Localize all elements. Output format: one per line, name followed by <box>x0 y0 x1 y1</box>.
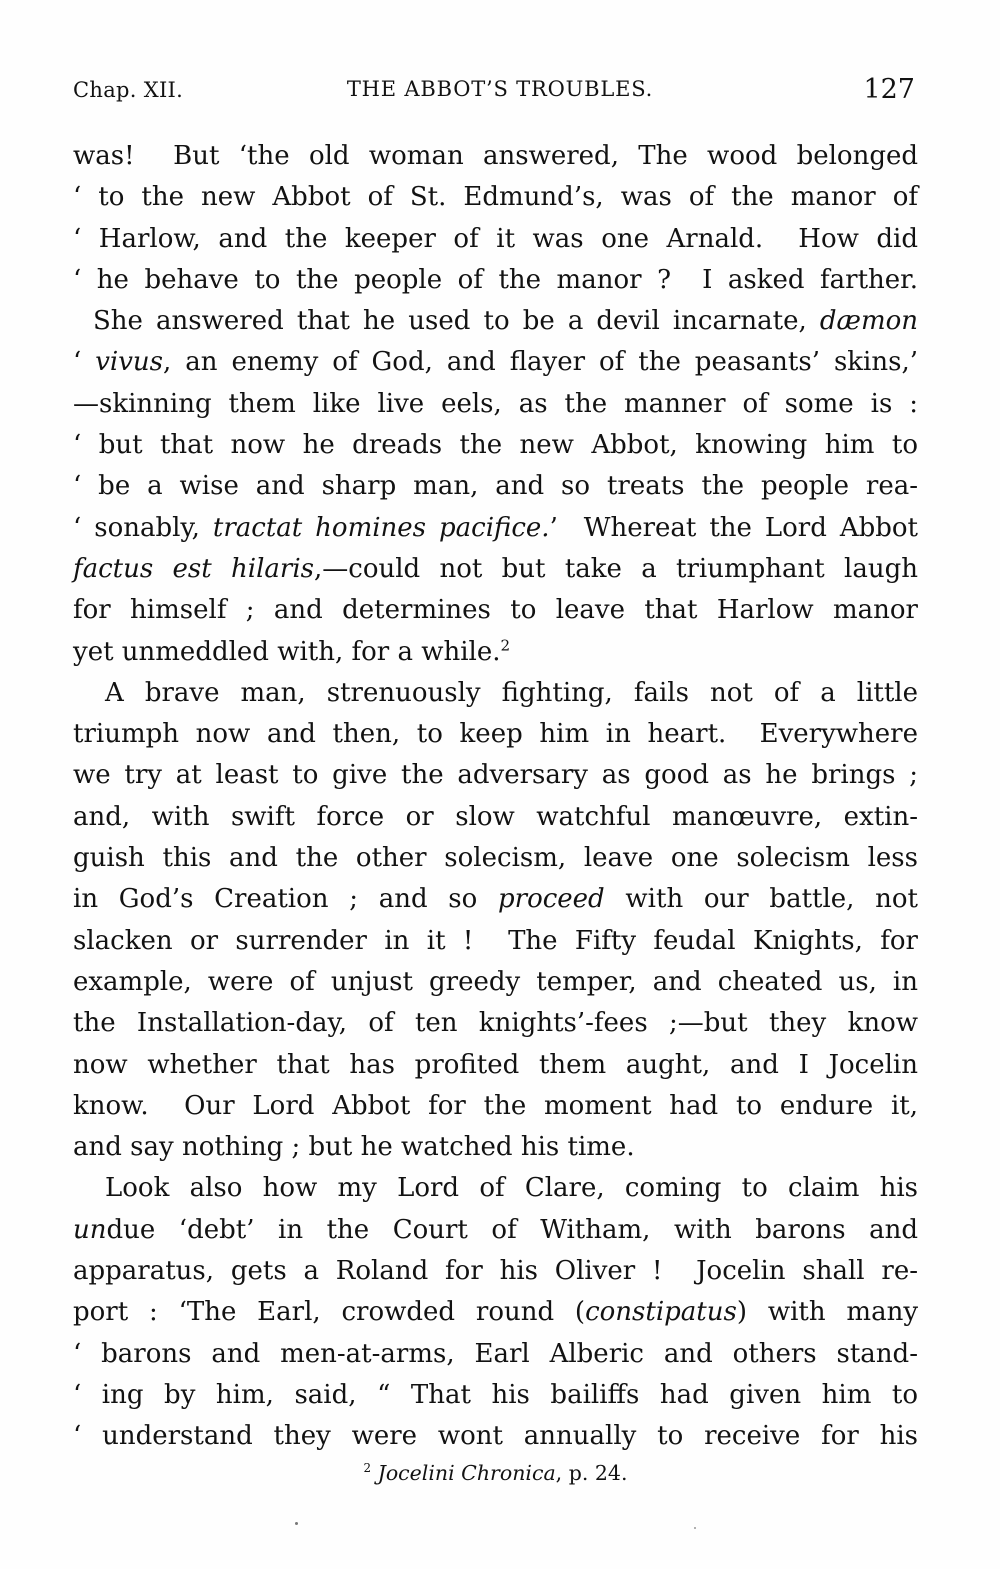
text-run: and, with swift force or slow watchful manœuvre, extin- <box>73 801 918 832</box>
text-line <box>73 714 918 755</box>
text-line <box>73 260 918 301</box>
scan-speck <box>694 1527 696 1529</box>
text-line <box>73 1334 918 1375</box>
text-run: dæmon <box>819 306 918 337</box>
text-run: ’ Whereat the Lord Abbot <box>549 512 918 543</box>
text-line <box>73 301 918 342</box>
text-run: ‘ Harlow, and the keeper of it was one Arnald. How did <box>73 223 918 254</box>
text-line <box>73 879 918 920</box>
text-line <box>73 1251 918 1292</box>
paragraph <box>73 136 918 673</box>
text-run: —skinning them like live eels, as the manner of some is : <box>73 388 918 419</box>
text-run: ,—could not but take a triumphant laugh <box>314 553 918 584</box>
scan-speck <box>295 1522 298 1525</box>
page-number: 127 <box>863 74 915 105</box>
text-run: apparatus, gets a Roland for his Oliver ! Jocelin shall re- <box>73 1256 918 1287</box>
text-line <box>73 673 918 714</box>
paragraph <box>73 673 918 1169</box>
text-line <box>73 1045 918 1086</box>
paragraph <box>73 1168 918 1457</box>
text-run: in God’s Creation ; and so <box>73 884 498 915</box>
text-line <box>73 136 918 177</box>
text-line <box>73 384 918 425</box>
text-line <box>73 1210 918 1251</box>
text-run: the Installation-day, of ten knights’-fees ;—but they know <box>73 1008 918 1039</box>
text-run: slacken or surrender in it ! The Fifty feudal Knights, for <box>73 925 918 956</box>
text-run: ‘ he behave to the people of the manor ? I asked farther. <box>73 264 918 295</box>
text-run: ‘ sonably, <box>73 512 213 543</box>
text-run: She answered that he used to be a devil incarnate, <box>93 306 820 337</box>
text-line <box>73 508 918 549</box>
footnote <box>73 1461 918 1485</box>
running-title: THE ABBOT’S TROUBLES. <box>346 77 654 101</box>
text-run: now whether that has profited them aught, and I Jocelin <box>73 1049 918 1080</box>
text-run: with our battle, not <box>604 884 918 915</box>
text-run: constipatus <box>585 1297 737 1328</box>
text-line <box>73 219 918 260</box>
page-header <box>0 74 1000 108</box>
text-line <box>73 1127 918 1168</box>
text-line <box>73 1375 918 1416</box>
text-run: ‘ ing by him, said, “ That his bailiffs had given him to <box>73 1379 918 1410</box>
text-run: port : ‘The Earl, crowded round ( <box>73 1297 586 1328</box>
text-line <box>73 797 918 838</box>
text-line <box>73 1086 918 1127</box>
text-line <box>73 1416 918 1457</box>
text-run: for himself ; and determines to leave that Harlow manor <box>73 595 918 626</box>
text-run: yet unmeddled with, for a while. <box>73 636 501 667</box>
footnote-reference: 2 <box>363 1461 372 1476</box>
text-run: ‘ to the new Abbot of St. Edmund’s, was of the manor of <box>73 182 918 213</box>
text-run: A brave man, strenuously fighting, fails not of a little <box>105 677 918 708</box>
text-line <box>73 342 918 383</box>
text-run: ‘ <box>73 347 96 378</box>
text-line <box>73 1292 918 1333</box>
text-body <box>73 136 918 1458</box>
text-line <box>73 1003 918 1044</box>
chapter-label: Chap. XII. <box>73 78 184 102</box>
text-line <box>73 962 918 1003</box>
footnote-reference: 2 <box>500 635 511 654</box>
text-run: , p. 24. <box>555 1461 628 1485</box>
text-line <box>73 1168 918 1209</box>
text-line <box>73 838 918 879</box>
text-run: tractat homines pacifice. <box>212 512 550 543</box>
text-run: and say nothing ; but he watched his time. <box>73 1132 635 1163</box>
text-run: ) with many <box>736 1297 919 1328</box>
text-run: Look also how my Lord of Clare, coming to claim his <box>105 1173 918 1204</box>
text-run: ‘ barons and men-at-arms, Earl Alberic and others stand- <box>73 1338 918 1369</box>
text-line <box>73 632 918 673</box>
text-line <box>73 425 918 466</box>
text-run: triumph now and then, to keep him in heart. Everywhere <box>73 719 918 750</box>
text-line <box>73 921 918 962</box>
text-run: Jocelini Chronica <box>377 1461 556 1485</box>
text-line <box>73 755 918 796</box>
text-run: vivus <box>95 347 164 378</box>
text-run: factus est hilaris <box>73 553 314 584</box>
text-line <box>73 466 918 507</box>
text-run: due ‘debt’ in the Court of Witham, with barons and <box>106 1214 918 1245</box>
text-run: guish this and the other solecism, leave one solecism less <box>73 843 918 874</box>
text-run: ‘ understand they were wont annually to receive for his <box>73 1421 918 1452</box>
text-run: un <box>73 1214 107 1245</box>
text-run: we try at least to give the adversary as good as he brings ; <box>73 760 918 791</box>
text-run: proceed <box>498 884 605 915</box>
text-line <box>73 549 918 590</box>
text-run: ‘ be a wise and sharp man, and so treats the people rea- <box>73 471 918 502</box>
text-run: know. Our Lord Abbot for the moment had to endure it, <box>73 1090 918 1121</box>
text-run: example, were of unjust greedy temper, and cheated us, in <box>73 966 918 997</box>
text-run: was! But ‘the old woman answered, The wood belonged <box>73 141 918 171</box>
text-run: , an enemy of God, and flayer of the peasants’ skins,’ <box>163 347 918 378</box>
text-line <box>73 590 918 631</box>
text-run: ‘ but that now he dreads the new Abbot, knowing him to <box>73 430 918 461</box>
text-line <box>73 177 918 218</box>
